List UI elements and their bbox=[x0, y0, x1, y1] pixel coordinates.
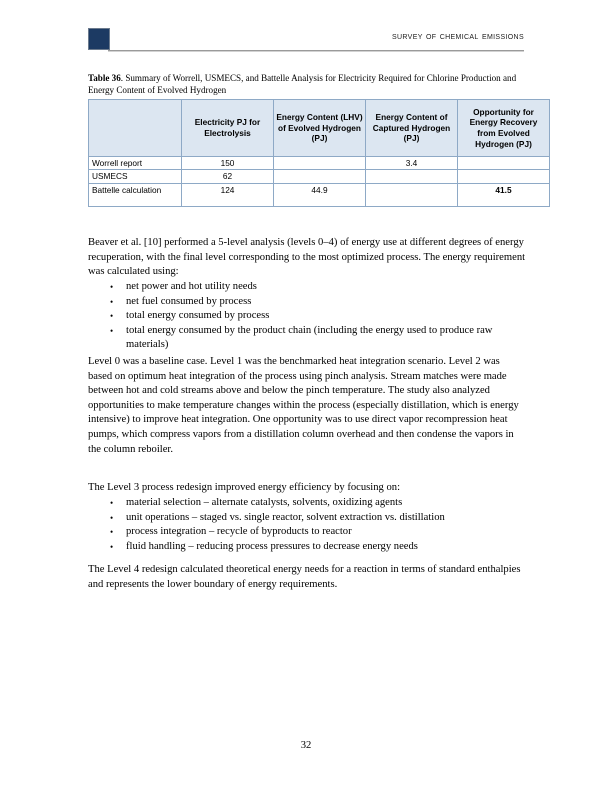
table-row bbox=[89, 183, 550, 206]
bullet-list-energy-requirement bbox=[88, 280, 526, 353]
table-head bbox=[89, 100, 550, 157]
page-number: 32 bbox=[300, 740, 312, 751]
page-header bbox=[88, 26, 524, 56]
table-row bbox=[89, 157, 550, 170]
table-cell-lhv-evolved bbox=[274, 157, 366, 170]
table-cell-label: Worrell report bbox=[89, 157, 182, 170]
table-cell-captured: 3.4 bbox=[366, 157, 458, 170]
table-cell-electricity: 62 bbox=[182, 170, 274, 183]
table-cell-opportunity bbox=[458, 170, 550, 183]
paragraph-level-4 bbox=[88, 563, 526, 592]
table-cell-label: USMECS bbox=[89, 170, 182, 183]
list-item: • total energy consumed by process bbox=[88, 309, 526, 324]
list-item: • total energy consumed by the product chain (including the energy used to produce raw materials) bbox=[88, 324, 526, 353]
table-cell-opportunity: 41.5 bbox=[458, 183, 550, 206]
table-col-header-blank bbox=[89, 100, 182, 157]
table-cell-captured bbox=[366, 170, 458, 183]
table-cell-opportunity bbox=[458, 157, 550, 170]
table-col-header-electricity: Electricity PJ for Electrolysis bbox=[182, 100, 274, 157]
summary-table bbox=[88, 99, 550, 207]
bullet-list bbox=[88, 280, 526, 353]
table-col-header-lhv-evolved: Energy Content (LHV) of Evolved Hydrogen (PJ) bbox=[274, 100, 366, 157]
header-divider bbox=[108, 50, 524, 52]
list-item: • net fuel consumed by process bbox=[88, 295, 526, 310]
paragraph-text: The Level 3 process redesign improved energy efficiency by focusing on: bbox=[88, 482, 401, 493]
table-caption-label: Table 36 bbox=[88, 73, 121, 83]
paragraph-text: The Level 4 redesign calculated theoretical energy needs for a reaction in terms of standard enthalpies and represents the lower boundary of energy requirements. bbox=[88, 564, 521, 590]
paragraph-level-3 bbox=[88, 481, 526, 496]
table-col-header-captured: Energy Content of Captured Hydrogen (PJ) bbox=[366, 100, 458, 157]
list-item: • unit operations – staged vs. single reactor, solvent extraction vs. distillation bbox=[88, 511, 526, 526]
list-item: • material selection – alternate catalysts, solvents, oxidizing agents bbox=[88, 496, 526, 511]
list-item: • process integration – recycle of byproducts to reactor bbox=[88, 525, 526, 540]
paragraph-levels-0-2 bbox=[88, 355, 526, 457]
bullet-list-level-3-focus bbox=[88, 496, 526, 554]
table-cell-label: Battelle calculation bbox=[89, 183, 182, 206]
list-item: • net power and hot utility needs bbox=[88, 280, 526, 295]
bullet-list bbox=[88, 496, 526, 554]
header-logo-mark bbox=[88, 28, 110, 50]
table-header-row bbox=[89, 100, 550, 157]
table-cell-captured bbox=[366, 183, 458, 206]
paragraph-beaver-analysis bbox=[88, 236, 526, 280]
table-col-header-opportunity: Opportunity for Energy Recovery from Evolved Hydrogen (PJ) bbox=[458, 100, 550, 157]
paragraph-text: Beaver et al. [10] performed a 5-level analysis (levels 0–4) of energy use at different degrees of energy recuperation, with the final level corresponding to the most optimized process. The energy requirement was calculated using: bbox=[88, 237, 526, 278]
table-cell-lhv-evolved bbox=[274, 170, 366, 183]
list-item: • fluid handling – reducing process pressures to decrease energy needs bbox=[88, 540, 526, 555]
table-caption bbox=[88, 72, 526, 97]
table-body bbox=[89, 157, 550, 207]
table-cell-electricity: 124 bbox=[182, 183, 274, 206]
table-cell-electricity: 150 bbox=[182, 157, 274, 170]
paragraph-text: Level 0 was a baseline case. Level 1 was the benchmarked heat integration scenario. Level 2 was based on optimum heat integration of the process using pinch analysis. Stream matches were made between hot and cold streams above and below the pinch temperature. The study also analyzed opportunities to make temperature changes within the process (especially distillation, which is energy intensive) to improve heat integration. One opportunity was to use direct vapor recompression heat pumps, which compress vapors from a distillation column overhead and then condense the vapors in the column reboiler. bbox=[88, 356, 519, 455]
table-caption-text: . Summary of Worrell, USMECS, and Battelle Analysis for Electricity Required for Chlorine Production and Energy Content of Evolved Hydrogen bbox=[88, 73, 517, 96]
table-row bbox=[89, 170, 550, 183]
header-title: survey of chemical emissions bbox=[391, 30, 524, 42]
table-cell-lhv-evolved: 44.9 bbox=[274, 183, 366, 206]
